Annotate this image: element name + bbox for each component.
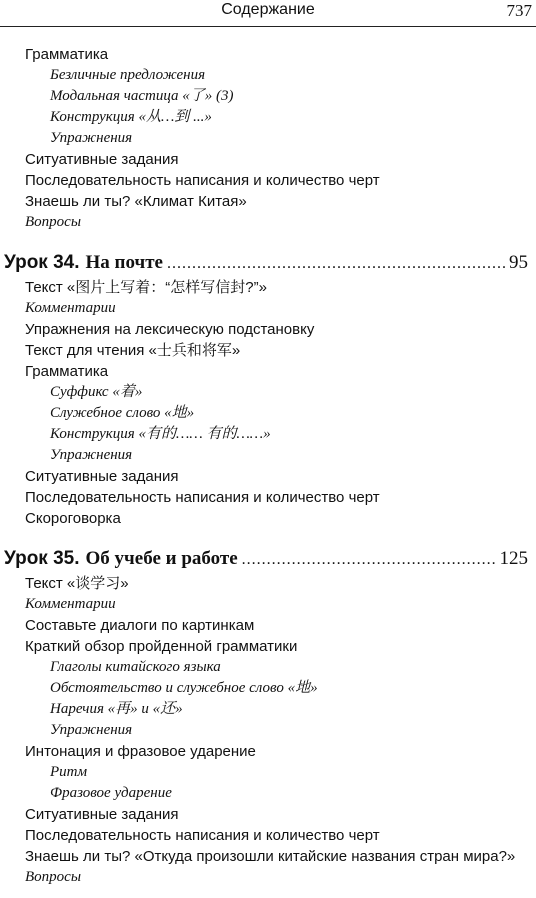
lesson-34-items [0, 277, 536, 529]
leader-dots [167, 250, 505, 278]
toc-entry: Знаешь ли ты? «Климат Китая» [25, 193, 247, 210]
toc-entry: Скороговорка [25, 510, 121, 527]
toc-entry: Грамматика [25, 46, 109, 63]
toc-entry: Комментарии [25, 300, 116, 316]
toc-subentry: Глаголы китайского языка [50, 659, 221, 675]
toc-entry: Ситуативные задания [25, 468, 179, 485]
toc-entry: Последовательность написания и количество черт [25, 489, 380, 506]
toc-entry: Грамматика [25, 363, 109, 380]
toc-subentry: Фразовое ударение [50, 785, 172, 801]
toc-entry: Вопросы [25, 869, 81, 885]
lesson-page: 125 [499, 548, 528, 569]
lesson-35-heading [0, 545, 536, 573]
toc-subentry: Служебное слово «地» [50, 405, 195, 421]
toc-entry: Знаешь ли ты? «Откуда произошли китайские названия стран мира?» [25, 848, 516, 865]
toc-subentry: Обстоятельство и служебное слово «地» [50, 680, 318, 696]
toc-entry: Последовательность написания и количество черт [25, 827, 380, 844]
lesson-number: Урок 34. [4, 252, 80, 273]
toc-subentry: Безличные предложения [50, 67, 206, 83]
page-header [0, 0, 536, 27]
toc-entry: Интонация и фразовое ударение [25, 743, 256, 760]
toc-entry: Ситуативные задания [25, 806, 179, 823]
toc-subentry: Конструкция «有的…… 有的……» [50, 426, 271, 442]
toc-entry: Комментарии [25, 596, 116, 612]
leader-dots [242, 546, 496, 574]
toc-subentry: Конструкция «从…到 ...» [50, 109, 212, 125]
lesson-title: На почте [85, 252, 163, 273]
lesson-number: Урок 35. [4, 548, 80, 569]
toc-subentry: Ритм [50, 764, 88, 780]
toc-subentry: Наречия «再» и «还» [50, 701, 183, 717]
toc-entry: Текст для чтения «士兵和将军» [25, 342, 241, 359]
lesson-title: Об учебе и работе [85, 548, 238, 569]
toc-subentry: Суффикс «着» [50, 384, 143, 400]
toc-section-continued [0, 44, 536, 233]
toc-entry: Текст «谈学习» [25, 575, 129, 592]
page-number: 737 [506, 1, 532, 20]
toc-entry: Упражнения на лексическую подстановку [25, 321, 315, 338]
toc-entry: Текст «图片上写着：“怎样写信封?”» [25, 279, 267, 296]
toc-subentry: Модальная частица «了» (3) [50, 88, 234, 104]
lesson-35-items [0, 573, 536, 888]
toc-subentry: Упражнения [50, 130, 133, 146]
toc-entry: Вопросы [25, 214, 81, 230]
toc-entry: Ситуативные задания [25, 151, 179, 168]
toc-entry: Краткий обзор пройденной грамматики [25, 638, 298, 655]
toc-entry: Последовательность написания и количество черт [25, 172, 380, 189]
toc-subentry: Упражнения [50, 447, 133, 463]
lesson-34-heading [0, 249, 536, 277]
toc-content [0, 44, 536, 888]
toc-subentry: Упражнения [50, 722, 133, 738]
running-title: Содержание [221, 1, 315, 18]
toc-entry: Составьте диалоги по картинкам [25, 617, 255, 634]
lesson-page: 95 [509, 252, 528, 273]
